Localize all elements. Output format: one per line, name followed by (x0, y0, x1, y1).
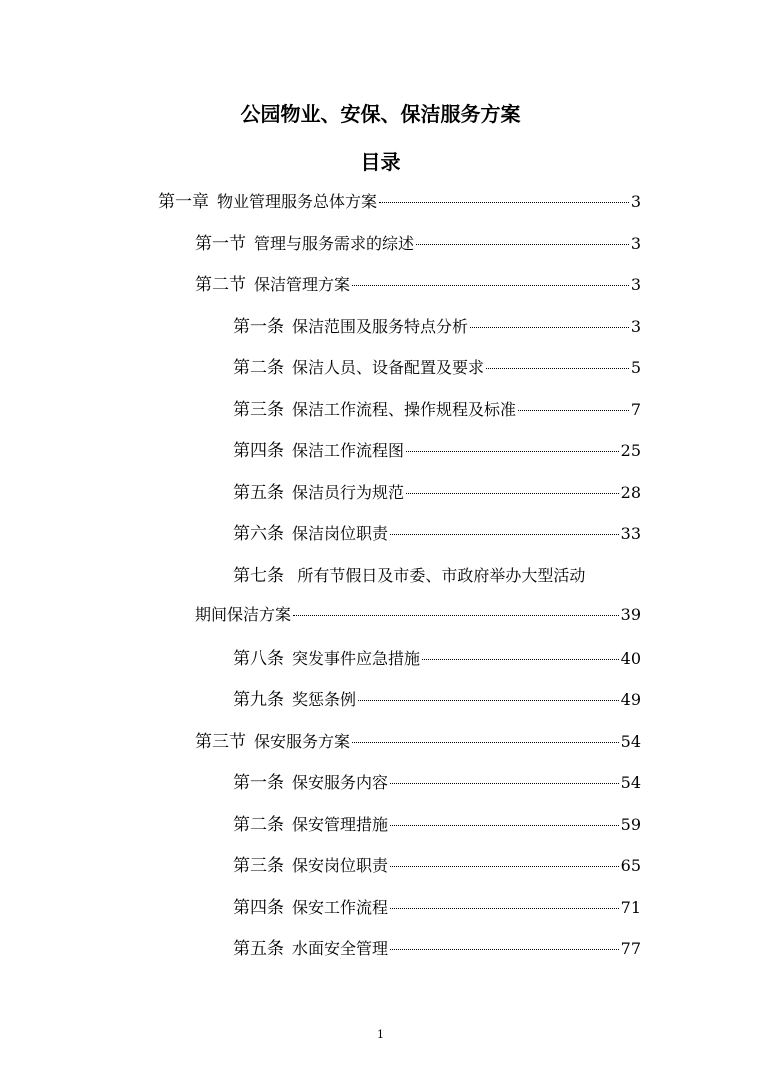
toc-entry-number: 第一章 (158, 192, 209, 212)
toc-entry-article[interactable] (233, 353, 641, 377)
toc-entry-number: 第二节 (195, 275, 246, 295)
toc-entry-article[interactable] (233, 934, 641, 958)
toc-entry-page: 54 (620, 732, 641, 751)
toc-entry-page: 3 (630, 275, 641, 294)
toc-entry-page: 3 (630, 234, 641, 253)
toc-entry-article-7-continued[interactable] (195, 602, 641, 626)
toc-entry-page: 39 (620, 605, 641, 624)
toc-entry-label: 保安服务内容 (292, 773, 389, 792)
toc-entry-label: 奖惩条例 (292, 690, 357, 709)
toc-entry-page: 7 (630, 400, 641, 419)
toc-entry-label: 保洁工作流程图 (292, 441, 405, 460)
toc-entry-page: 77 (620, 939, 641, 958)
toc-entry-page: 65 (620, 856, 641, 875)
toc-entry-number: 第一条 (233, 317, 284, 337)
toc-entry-number: 第五条 (233, 483, 284, 503)
toc-leader-dots (390, 949, 619, 950)
toc-leader-dots (406, 451, 619, 452)
toc-leader-dots (390, 534, 619, 535)
toc-entry-page: 40 (620, 649, 641, 668)
toc-entry-article-7[interactable] (233, 561, 585, 585)
toc-entry-label: 保洁工作流程、操作规程及标准 (292, 400, 517, 419)
toc-entry-number: 第九条 (233, 690, 284, 710)
toc-leader-dots (406, 493, 619, 494)
toc-entry-label: 保安岗位职责 (292, 856, 389, 875)
toc-entry-number: 第四条 (233, 441, 284, 461)
toc-entry-number: 第五条 (233, 939, 284, 959)
toc-entry-number: 第三节 (195, 732, 246, 752)
toc-leader-dots (390, 908, 619, 909)
toc-leader-dots (470, 327, 629, 328)
toc-entry-page: 49 (620, 690, 641, 709)
toc-entry-article[interactable] (233, 312, 641, 336)
toc-entry-number: 第三条 (233, 856, 284, 876)
toc-entry-number: 第七条 (233, 566, 284, 586)
toc-entry-page: 59 (620, 815, 641, 834)
toc-entry-article[interactable] (233, 519, 641, 543)
toc-leader-dots (352, 742, 619, 743)
toc-entry-page: 5 (630, 358, 641, 377)
toc-entry-page: 33 (620, 524, 641, 543)
toc-entry-label: 保安服务方案 (254, 732, 351, 751)
toc-leader-dots (352, 285, 629, 286)
toc-entry-article[interactable] (233, 395, 641, 419)
toc-entry-label: 保安工作流程 (292, 898, 389, 917)
toc-leader-dots (390, 783, 619, 784)
toc-entry-article[interactable] (233, 768, 641, 792)
toc-entry-article[interactable] (233, 478, 641, 502)
toc-leader-dots (293, 615, 619, 616)
toc-entry-label: 保洁员行为规范 (292, 483, 405, 502)
toc-entry-page: 3 (630, 192, 641, 211)
toc-entry-number: 第六条 (233, 524, 284, 544)
toc-entry-article[interactable] (233, 810, 641, 834)
toc-entry-label-continued: 期间保洁方案 (195, 605, 292, 624)
toc-entry-page: 25 (620, 441, 641, 460)
toc-entry-label: 保安管理措施 (292, 815, 389, 834)
toc-leader-dots (379, 202, 629, 203)
toc-leader-dots (486, 368, 629, 369)
toc-leader-dots (390, 866, 619, 867)
toc-entry-section-3[interactable] (195, 727, 641, 751)
document-title: 公园物业、安保、保洁服务方案 (240, 102, 521, 126)
toc-leader-dots (518, 410, 629, 411)
toc-entry-label: 保洁人员、设备配置及要求 (292, 358, 485, 377)
toc-entry-label: 管理与服务需求的综述 (254, 234, 415, 253)
toc-entry-label: 保洁范围及服务特点分析 (292, 317, 469, 336)
toc-heading: 目录 (360, 150, 401, 174)
toc-leader-dots (422, 659, 619, 660)
toc-entry-article[interactable] (233, 851, 641, 875)
toc-entry-number: 第二条 (233, 358, 284, 378)
toc-entry-label: 所有节假日及市委、市政府举办大型活动 (297, 566, 586, 585)
toc-entry-label: 物业管理服务总体方案 (217, 192, 378, 211)
toc-entry-section-2[interactable] (195, 270, 641, 294)
toc-entry-article[interactable] (233, 436, 641, 460)
toc-entry-article[interactable] (233, 893, 641, 917)
toc-entry-label: 水面安全管理 (292, 939, 389, 958)
toc-entry-label: 突发事件应急措施 (292, 649, 421, 668)
toc-entry-article[interactable] (233, 644, 641, 668)
toc-entry-number: 第八条 (233, 649, 284, 669)
toc-entry-section-1[interactable] (195, 229, 641, 253)
toc-entry-number: 第一节 (195, 234, 246, 254)
toc-leader-dots (416, 244, 629, 245)
toc-entry-page: 3 (630, 317, 641, 336)
toc-entry-label: 保洁岗位职责 (292, 524, 389, 543)
toc-entry-chapter-1[interactable] (158, 187, 641, 211)
toc-leader-dots (390, 825, 619, 826)
toc-entry-page: 71 (620, 898, 641, 917)
toc-entry-number: 第四条 (233, 898, 284, 918)
page-number: 1 (377, 1028, 384, 1041)
toc-entry-number: 第二条 (233, 815, 284, 835)
toc-entry-number: 第三条 (233, 400, 284, 420)
toc-entry-number: 第一条 (233, 773, 284, 793)
toc-entry-label: 保洁管理方案 (254, 275, 351, 294)
toc-entry-page: 54 (620, 773, 641, 792)
toc-entry-article[interactable] (233, 685, 641, 709)
toc-entry-page: 28 (620, 483, 641, 502)
toc-leader-dots (358, 700, 619, 701)
